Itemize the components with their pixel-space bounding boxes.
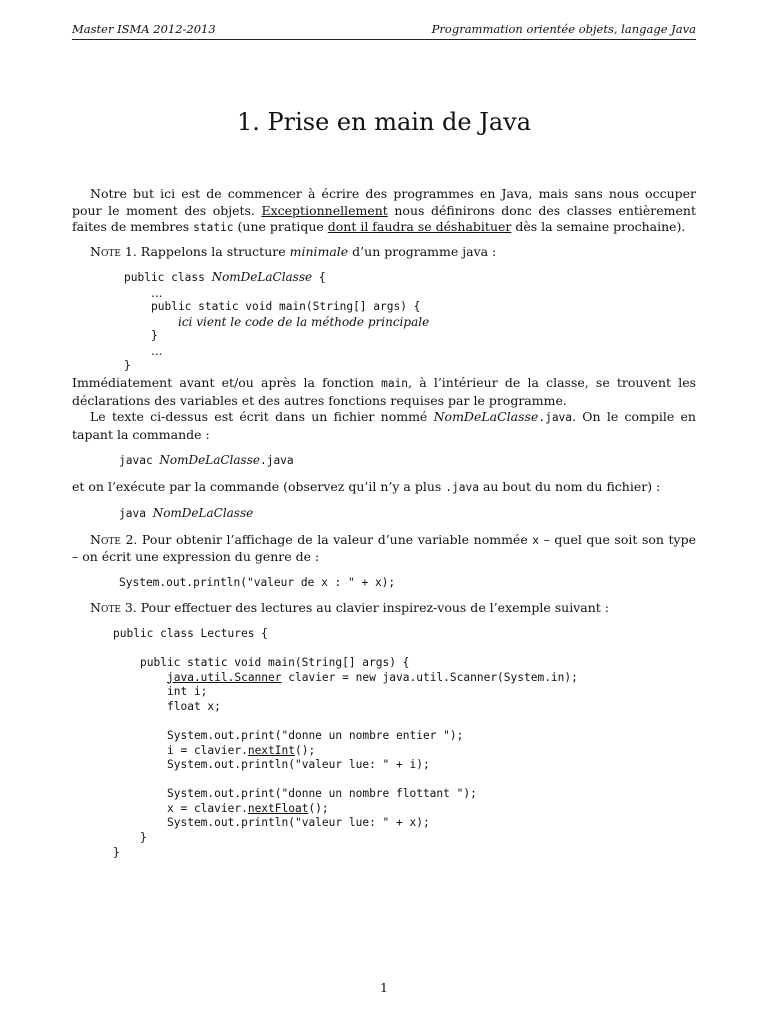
run-command: java NomDeLaClasse bbox=[119, 506, 254, 521]
paragraph-main: Immédiatement avant et/ou après la fonction main, à l’intérieur de la classe, se trouvent les déclarations des variables et des autres fonctions requises par le programme. bbox=[72, 375, 697, 408]
paragraph-file: Le texte ci-dessus est écrit dans un fichier nommé NomDeLaClasse.java. On le compile en tapant la commande : bbox=[72, 409, 696, 442]
underlined-word: Exceptionnellement bbox=[261, 202, 388, 218]
header-course: Master ISMA 2012-2013 bbox=[72, 22, 216, 36]
page-number: 1 bbox=[380, 980, 388, 995]
intro-paragraph: Notre but ici est de commencer à écrire des programmes en Java, mais sans nous occuper pour le moment des objets. Exceptionnellement nous définirons donc des classes entièrement faites de membres static (une pratique dont il faudra se déshabituer dès la semaine prochaine). bbox=[72, 186, 696, 234]
inline-code: static bbox=[193, 221, 234, 234]
note-3: Note 3. Pour effectuer des lectures au clavier inspirez-vous de l’exemple suivant : bbox=[90, 600, 609, 616]
page-title: 1. Prise en main de Java bbox=[236, 108, 532, 136]
note-2: Note 2. Pour obtenir l’affichage de la valeur d’une variable nommée x – quel que soit son type – on écrit une expression du genre de : bbox=[72, 531, 696, 565]
note-1: Note 1. Rappelons la structure minimale d’un programme java : bbox=[90, 243, 497, 259]
println-example: System.out.println("valeur de x : " + x); bbox=[119, 575, 396, 589]
paragraph-exec: et on l’exécute par la commande (observez qu’il n’y a plus .java au bout du nom du fichier) : bbox=[72, 478, 661, 494]
running-header bbox=[72, 22, 696, 40]
underlined-phrase: dont il faudra se déshabituer bbox=[327, 219, 512, 234]
document-body bbox=[72, 186, 696, 860]
header-subject: Programmation orientée objets, langage Java bbox=[431, 22, 696, 36]
lectures-code: public class Lectures { public static void main(String[] args) { java.util.Scanner clavier = new java.util.Scanner(System.in); int i; float x; System.out.print("donne un nombre entier "); i = clavier.nextInt(); System.out.println("valeur lue: " + i); System.out.print("donne un nombre flottant "); x = clavier.nextFloat(); System.out.println("valeur lue: " + x); } } bbox=[113, 626, 578, 859]
code-skeleton: public class NomDeLaClasse { ... public static void main(String[] args) { ici vient le code de la méthode principale } ... } bbox=[124, 270, 430, 372]
compile-command: javac NomDeLaClasse.java bbox=[119, 453, 294, 468]
